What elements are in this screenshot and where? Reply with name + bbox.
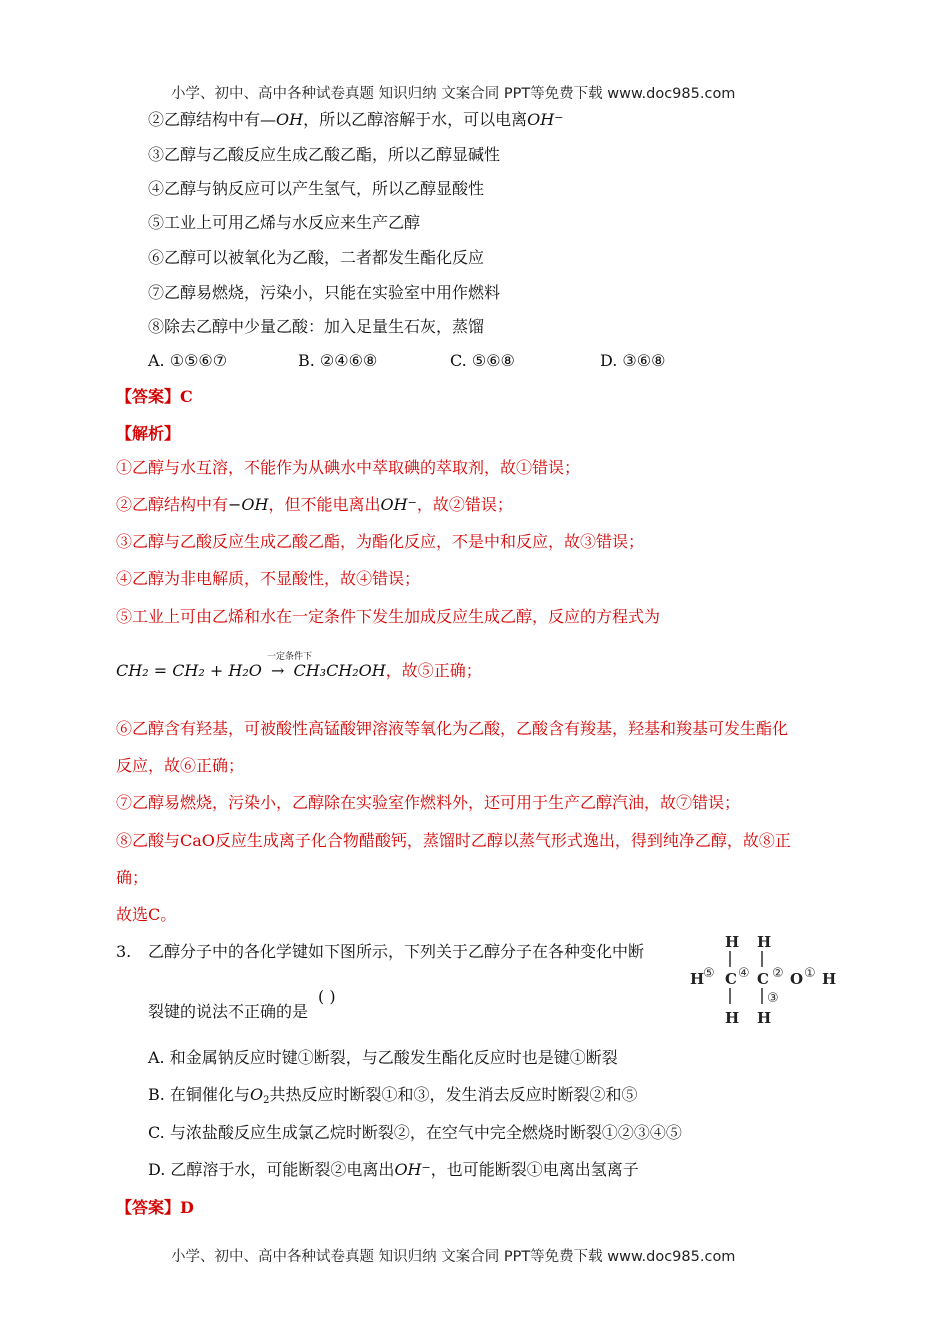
option-b-post: 共热反应时断裂①和③，发生消去反应时断裂②和⑤ — [269, 1085, 638, 1104]
q2-item-2 — [148, 108, 563, 134]
analysis-conclusion: 故选C。 — [116, 905, 177, 924]
item-text-mid: ，所以乙醇溶解于水，可以电离 — [303, 110, 528, 129]
q2-item-7 — [148, 281, 500, 305]
bond-label-5: ⑤ — [703, 966, 715, 981]
ethanol-structure-diagram — [686, 930, 836, 1026]
analysis-line-5: ⑤工业上可由乙烯和水在一定条件下发生加成反应生成乙醇，反应的方程式为 — [116, 607, 661, 626]
atom-h-bottom-2: H — [757, 1009, 772, 1026]
math-oh-ion: OH — [394, 1160, 422, 1179]
bond-label-3: ③ — [767, 991, 779, 1006]
math-oh-ion: OH — [527, 110, 555, 129]
analysis-line-6b: 反应，故⑥正确； — [116, 756, 245, 775]
math-oh-ion: OH — [380, 495, 408, 514]
atom-h-bottom-1: H — [725, 1009, 740, 1026]
math-oh: OH — [276, 110, 304, 129]
math-o2: O — [249, 1085, 264, 1104]
q3-option-c[interactable]: C. 与浓盐酸反应生成氯乙烷时断裂②，在空气中完全燃烧时断裂①②③④⑤ — [148, 1123, 682, 1142]
q3-option-a[interactable]: A. 和金属钠反应时键①断裂，与乙酸发生酯化反应时也是键①断裂 — [148, 1048, 618, 1067]
analysis-line-1: ①乙醇与水互溶，不能作为从碘水中萃取碘的萃取剂，故①错误； — [116, 458, 581, 477]
q3-stem-line-1: 乙醇分子中的各化学键如下图所示，下列关于乙醇分子在各种变化中断 — [148, 942, 645, 961]
option-d-post: ，也可能断裂①电离出氢离子 — [430, 1160, 639, 1179]
q3-answer-blank: ( ) — [318, 987, 336, 1006]
item-text: 乙醇与乙酸反应生成乙酸乙酯，所以乙醇显碱性 — [164, 145, 501, 164]
q3-answer-label: 【答案】D — [116, 1198, 194, 1217]
superscript-minus: − — [407, 496, 417, 509]
analysis-line-3: ③乙醇与乙酸反应生成乙酸乙酯，为酯化反应，不是中和反应，故③错误； — [116, 532, 645, 551]
item-text: 乙醇与钠反应可以产生氢气，所以乙醇显酸性 — [164, 179, 485, 198]
q2-item-6 — [148, 246, 484, 270]
item-num: ③ — [148, 145, 165, 164]
page-footer: 小学、初中、高中各种试卷真题 知识归纳 文案合同 PPT等免费下载 www.doc985.com — [171, 1249, 736, 1265]
item-text: 乙醇易燃烧，污染小，只能在实验室中用作燃料 — [164, 283, 501, 302]
equation-arrow — [266, 652, 312, 683]
item-text: 除去乙醇中少量乙酸：加入足量生石灰，蒸馏 — [164, 317, 485, 336]
atom-h-left: H — [690, 970, 705, 988]
atom-h-top-2: H — [757, 933, 772, 951]
atom-c-1: C — [725, 970, 737, 988]
atom-c-2: C — [757, 970, 769, 988]
subscript-2: 2 — [263, 1095, 270, 1106]
item-num: ⑧ — [148, 317, 165, 336]
analysis-line-8b: 确； — [116, 868, 149, 887]
bond-label-1: ① — [804, 966, 816, 981]
q2-answer-label: 【答案】C — [116, 387, 193, 406]
bond-label-2: ② — [772, 966, 784, 981]
q3-option-d[interactable] — [148, 1158, 639, 1184]
equation-condition: 一定条件下 — [266, 652, 312, 662]
equation-post: ，故⑤正确； — [385, 661, 482, 680]
q2-option-b[interactable]: B. ②④⑥⑧ — [298, 351, 378, 370]
equation-left: CH₂ = CH₂ + H₂O — [116, 661, 262, 680]
option-b-pre: B. 在铜催化与 — [148, 1085, 250, 1104]
analysis-text-pre: ②乙醇结构中有 — [116, 495, 229, 514]
item-num: ⑤ — [148, 213, 165, 232]
reaction-equation — [116, 652, 482, 683]
analysis-line-4: ④乙醇为非电解质，不显酸性，故④错误； — [116, 569, 421, 588]
atom-h-top-1: H — [725, 933, 740, 951]
q2-option-a[interactable]: A. ①⑤⑥⑦ — [148, 351, 228, 370]
q3-stem-line-2: 裂键的说法不正确的是 — [148, 1002, 309, 1021]
item-num: ⑦ — [148, 283, 165, 302]
q2-item-8 — [148, 315, 484, 339]
superscript-minus: − — [421, 1161, 431, 1174]
analysis-line-6a: ⑥乙醇含有羟基，可被酸性高锰酸钾溶液等氧化为乙酸，乙酸含有羧基，羟基和羧基可发生酯化 — [116, 719, 789, 738]
q2-item-3 — [148, 143, 500, 167]
analysis-text-mid: ，但不能电离出 — [268, 495, 381, 514]
analysis-text-post: ，故②错误； — [416, 495, 513, 514]
q3-option-b[interactable] — [148, 1083, 637, 1110]
page-header: 小学、初中、高中各种试卷真题 知识归纳 文案合同 PPT等免费下载 www.doc985.com — [171, 86, 736, 102]
item-num: ⑥ — [148, 248, 165, 267]
analysis-line-8a: ⑧乙酸与CaO反应生成离子化合物醋酸钙，蒸馏时乙醇以蒸气形式逸出，得到纯净乙醇，故⑧正 — [116, 831, 791, 850]
q2-analysis-label: 【解析】 — [116, 424, 181, 443]
math-oh: −OH — [228, 495, 269, 514]
item-text: 乙醇可以被氧化为乙酸，二者都发生酯化反应 — [164, 248, 485, 267]
analysis-line-2 — [116, 493, 513, 519]
q2-option-d[interactable]: D. ③⑥⑧ — [600, 351, 666, 370]
q2-option-c[interactable]: C. ⑤⑥⑧ — [450, 351, 515, 370]
q2-item-4 — [148, 177, 484, 201]
option-d-pre: D. 乙醇溶于水，可能断裂②电离出 — [148, 1160, 395, 1179]
bond-label-4: ④ — [738, 966, 750, 981]
atom-o: O — [790, 970, 804, 988]
item-text: 工业上可用乙烯与水反应来生产乙醇 — [164, 213, 421, 232]
equation-right: CH₃CH₂OH — [293, 661, 386, 680]
arrow-glyph: → — [270, 661, 285, 680]
item-num: ④ — [148, 179, 165, 198]
superscript-minus: − — [554, 111, 564, 124]
item-text-pre: 乙醇结构中有— — [164, 110, 277, 129]
atom-h-right: H — [822, 970, 836, 988]
analysis-line-7: ⑦乙醇易燃烧，污染小，乙醇除在实验室作燃料外，还可用于生产乙醇汽油，故⑦错误； — [116, 793, 741, 812]
q2-item-5 — [148, 211, 420, 235]
item-num: ② — [148, 110, 165, 129]
q3-number: 3. — [116, 942, 132, 961]
